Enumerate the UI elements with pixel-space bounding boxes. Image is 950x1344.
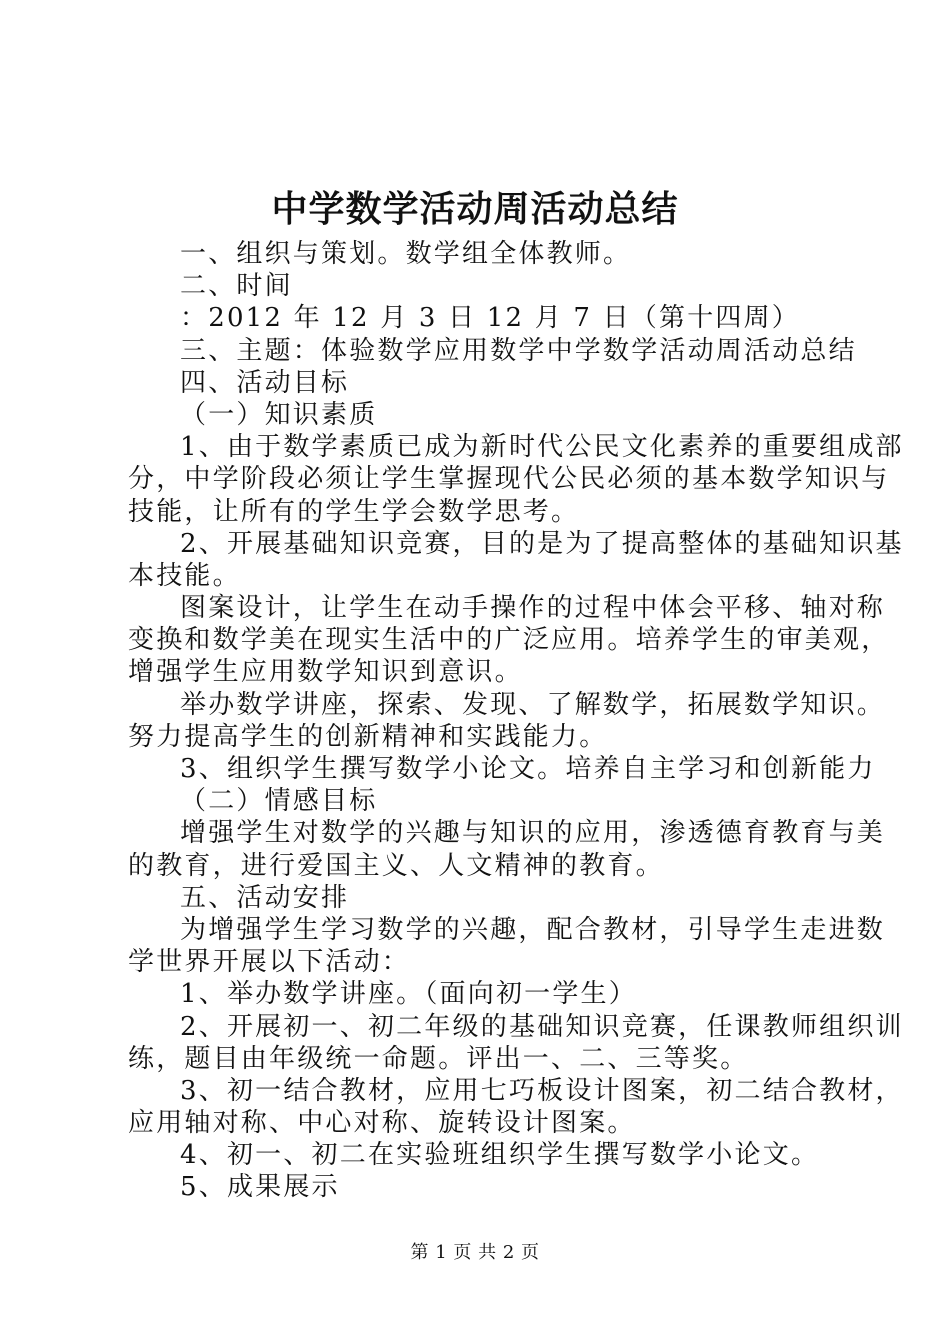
body-line: 图案设计，让学生在动手操作的过程中体会平移、轴对称 (180, 593, 886, 624)
body-line: 技能，让所有的学生学会数学思考。 (128, 496, 580, 527)
body-line: 应用轴对称、中心对称、旋转设计图案。 (128, 1108, 636, 1139)
body-line: 三、主题：体验数学应用数学中学数学活动周活动总结 (180, 335, 857, 366)
body-line: 1、举办数学讲座。（面向初一学生） (180, 979, 637, 1010)
body-line: 四、活动目标 (180, 367, 350, 398)
body-line: ：2012 年 12 月 3 日 12 月 7 日（第十四周） (180, 303, 801, 334)
body-line: 2、开展基础知识竞赛，目的是为了提高整体的基础知识基 (180, 528, 904, 559)
body-line: 3、组织学生撰写数学小论文。培养自主学习和创新能力 (180, 754, 876, 784)
body-line: 二、时间 (180, 271, 293, 302)
page-footer: 第 1 页 共 2 页 (410, 1242, 540, 1263)
body-line: 1、由于数学素质已成为新时代公民文化素养的重要组成部 (180, 432, 904, 463)
body-line: 分，中学阶段必须让学生掌握现代公民必须的基本数学知识与 (128, 464, 890, 495)
body-line: 为增强学生学习数学的兴趣，配合教材，引导学生走进数 (180, 914, 886, 945)
body-line: 变换和数学美在现实生活中的广泛应用。培养学生的审美观， (128, 625, 890, 656)
body-line: 3、初一结合教材，应用七巧板设计图案，初二结合教材， (180, 1075, 904, 1106)
body-line: 一、组织与策划。数学组全体教师。 (180, 239, 632, 269)
document-title: 中学数学活动周活动总结 (271, 189, 679, 230)
body-line: 5、成果展示 (180, 1172, 340, 1203)
body-line: 举办数学讲座，探索、发现、了解数学，拓展数学知识。 (180, 689, 886, 720)
body-line: 4、初一、初二在实验班组织学生撰写数学小论文。 (180, 1140, 820, 1171)
document-body (128, 238, 904, 1204)
body-line: 2、开展初一、初二年级的基础知识竞赛，任课教师组织训 (180, 1011, 904, 1042)
body-line: 练，题目由年级统一命题。评出一、二、三等奖。 (128, 1043, 749, 1074)
body-line: 增强学生对数学的兴趣与知识的应用，渗透德育教育与美 (180, 818, 886, 849)
body-line: 学世界开展以下活动： (128, 947, 411, 978)
body-line: （二）情感目标 (180, 786, 378, 817)
body-line: 努力提高学生的创新精神和实践能力。 (128, 721, 608, 752)
body-line: 五、活动安排 (180, 882, 350, 913)
body-line: 的教育，进行爱国主义、人文精神的教育。 (128, 850, 664, 881)
body-line: 本技能。 (128, 560, 241, 591)
body-line: （一）知识素质 (180, 399, 378, 430)
body-line: 增强学生应用数学知识到意识。 (128, 657, 523, 688)
